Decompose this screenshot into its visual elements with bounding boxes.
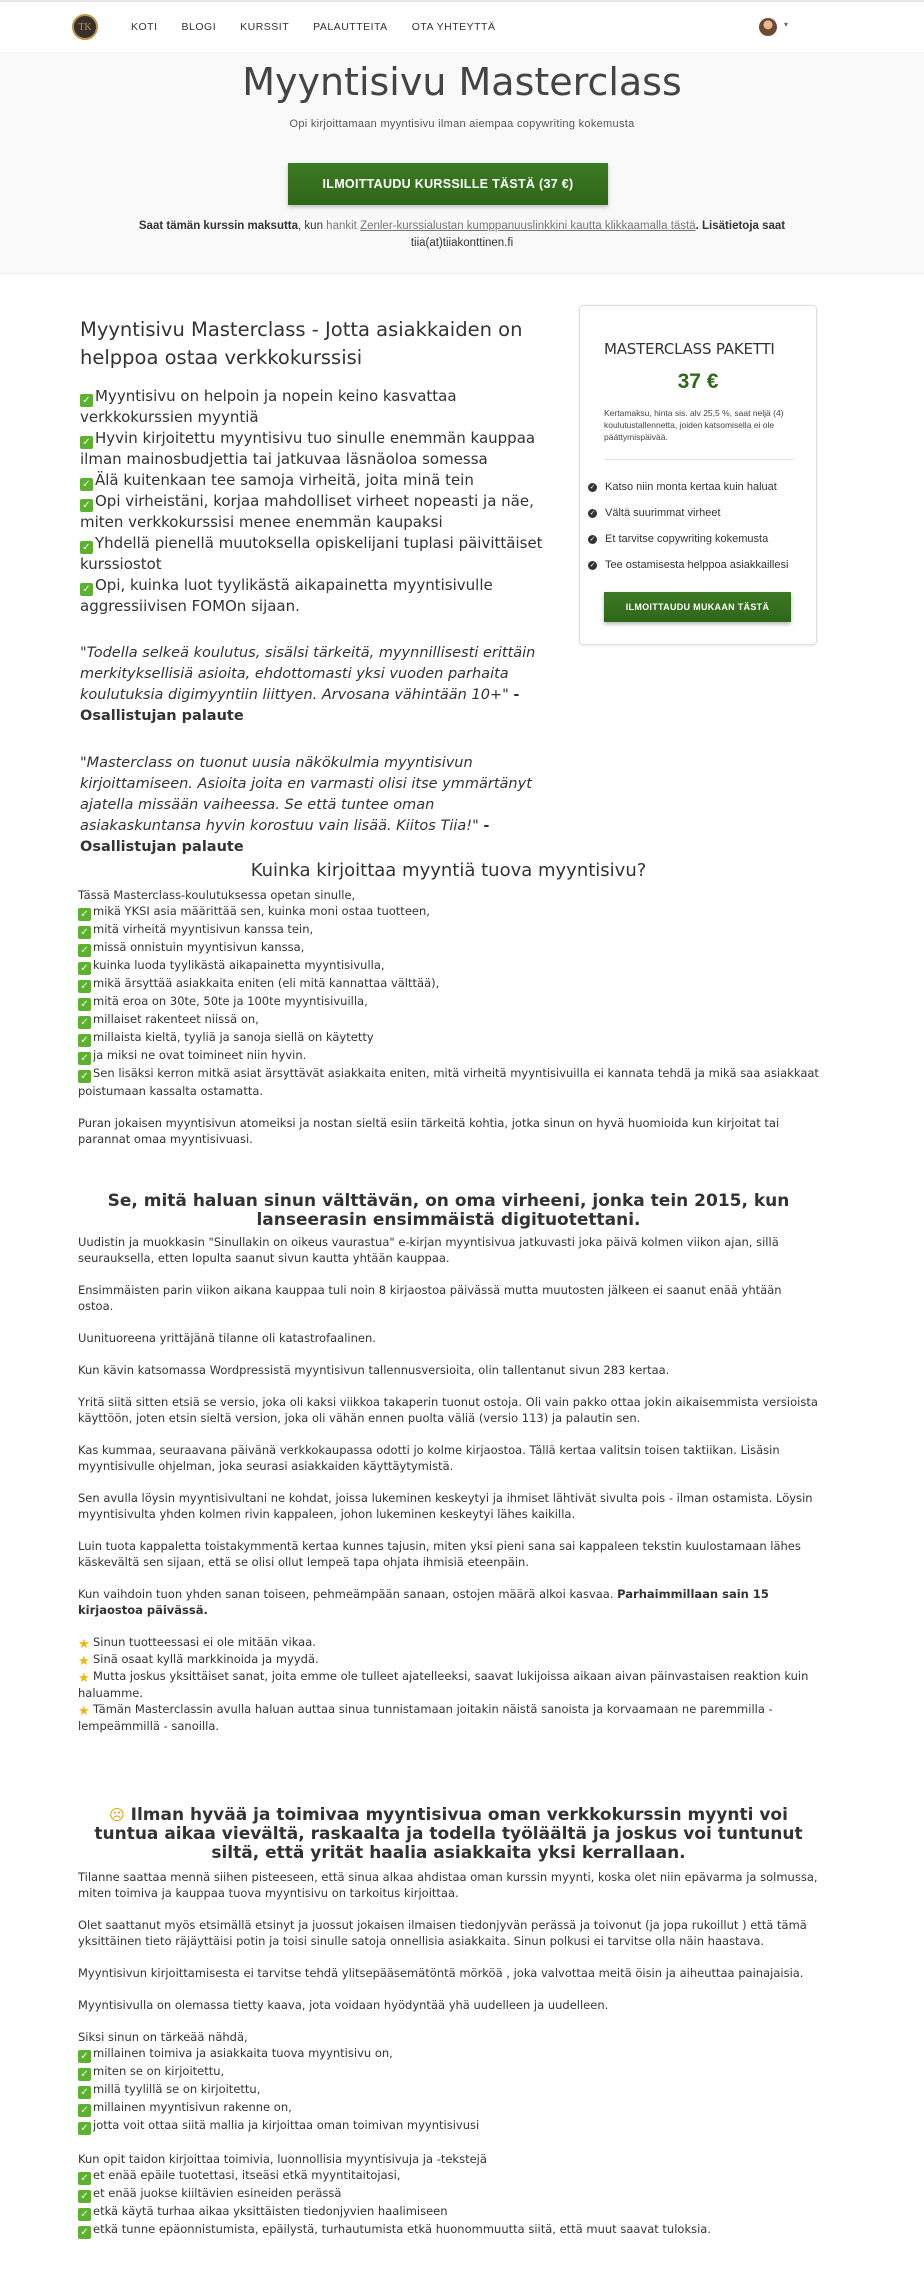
- list-text: kuinka luoda tyylikästä aikapainetta myyntisivulla,: [93, 958, 385, 972]
- list-text: etkä tunne epäonnistumista, epäilystä, turhautumista etkä huonommuutta siitä, että muut saavat tuloksia.: [93, 2222, 712, 2236]
- benefit-text: Yhdellä pienellä muutoksella opiskelijani tuplasi päivittäiset kurssiostot: [80, 534, 543, 573]
- feature-text: Katso niin monta kertaa kuin haluat: [605, 481, 777, 493]
- paragraph: Ensimmäisten parin viikon aikana kauppaa tuli noin 8 kirjaostoa päivässä mutta muutosten jälkeen ei saanut enää yhtään ostoa.: [78, 1283, 782, 1313]
- list-text: millainen toimiva ja asiakkaita tuova myyntisivu on,: [93, 2046, 393, 2060]
- check-icon: ✓: [78, 980, 91, 993]
- benefit-list: [80, 386, 560, 617]
- check-icon: ✓: [78, 908, 91, 921]
- check-icon: ✓: [78, 2122, 91, 2135]
- paragraph: Myyntisivun kirjoittamisesta ei tarvitse tehdä ylitsepääsemätöntä mörköä , joka valvottaa meitä öisin ja aiheuttaa painajaisia.: [78, 1966, 804, 1980]
- check-icon: ✓: [78, 1034, 91, 1047]
- partner-link[interactable]: Zenler-kurssialustan kumppanuuslinkkini kautta klikkaamalla tästä: [360, 220, 696, 232]
- list-item: [78, 2185, 819, 2203]
- what-you-learn-section: [78, 860, 819, 1147]
- page-title: Myyntisivu Masterclass: [242, 60, 682, 104]
- note-bold: Saat tämän kurssin maksutta: [138, 220, 299, 232]
- free-access-note: [80, 218, 844, 252]
- feature-text: Vältä suurimmat virheet: [605, 507, 721, 519]
- paragraph: Sen avulla löysin myyntisivultani ne kohdat, joissa lukeminen keskeytyi ja ihmiset lähtivät sivulta pois - ilman ostamista. Löysin myyntisivulta yhden kolmen rivin kappaleen, johon lukeminen keskeytyi lähes kaikilla.: [78, 1491, 813, 1521]
- check-icon: ✓: [78, 962, 91, 975]
- sales-page-importance-section: [78, 1806, 819, 2239]
- section-heading: Kuinka kirjoittaa myyntiä tuova myyntisivu?: [250, 860, 647, 881]
- list-text: millä tyylillä se on kirjoitettu,: [93, 2082, 261, 2096]
- check-icon: ✓: [78, 926, 91, 939]
- list-text: ja miksi ne ovat toimineet niin hyvin.: [93, 1048, 307, 1062]
- list-text: mikä YKSI asia määrittää sen, kuinka moni ostaa tuotteen,: [93, 904, 430, 918]
- list-item: [78, 2045, 819, 2063]
- list-item: [78, 1065, 819, 1099]
- paragraph: Luin tuota kappaletta toistakymmentä kertaa kunnes tajusin, miten yksi pieni sana sai kappaleen tekstin kuulostamaan lähes käskevältä sen sijaan, että se olisi ollut lempeä tapa ohjata ihmisiä eteenpäin.: [78, 1539, 801, 1569]
- list-item: [78, 2063, 819, 2081]
- list-lead: Siksi sinun on tärkeää nähdä,: [78, 2030, 248, 2044]
- list-text: et enää juokse kiiltävien esineiden perässä: [93, 2186, 342, 2200]
- paragraph: Myyntisivulla on olemassa tietty kaava, jota voidaan hyödyntää yhä uudelleen ja uudelleen.: [78, 1998, 609, 2012]
- list-text: et enää epäile tuotettasi, itseäsi etkä myyntitaitojasi,: [93, 2168, 401, 2182]
- section-lead: Tässä Masterclass-koulutuksessa opetan sinulle,: [78, 888, 356, 902]
- paragraph: Tilanne saattaa mennä siihen pisteeseen, että sinua alkaa ahdistaa oman kurssin myynti, koska olet niin epävarma ja solmussa, miten toimiva ja kauppaa tuova myyntisivu on tarkoitus kirjoittaa.: [78, 1870, 818, 1900]
- check-icon: ✓: [78, 2086, 91, 2099]
- check-icon: ✓: [80, 541, 93, 554]
- benefit-item: [80, 470, 560, 491]
- paragraph: Yritä siitä sitten etsiä se versio, joka oli kaksi viikkoa takaperin tuonut ostoja. Oli vain pakko ottaa jokin aikaisemmista versioista käyttöön, joten etsin sieltä version, joka oli vähän ennen puolta väliä (versio 113) ja palautin sen.: [78, 1395, 818, 1425]
- section-heading: Se, mitä haluan sinun välttävän, on oma virheeni, jonka tein 2015, kun lanseerasin ensimmäistä digituotettani.: [107, 1191, 790, 1230]
- check-icon: ✓: [78, 2050, 91, 2063]
- testimonial-author: -Osallistujan palaute: [80, 687, 520, 724]
- logo-text: TK: [78, 21, 92, 33]
- star-icon: ★: [78, 1704, 90, 1719]
- list-text: jotta voit ottaa siitä mallia ja kirjoittaa oman toimivan myyntisivusi: [93, 2118, 480, 2132]
- paragraph: Uunituoreena yrittäjänä tilanne oli katastrofaalinen.: [78, 1331, 376, 1345]
- feature-item: [588, 526, 808, 552]
- feature-list: [588, 474, 808, 578]
- paragraph: Kas kummaa, seuraavana päivänä verkkokaupassa odotti jo kolme kirjaostoa. Tällä kertaa valitsin toisen taktiikan. Lisäsin myyntisivulle ohjelman, joka seurasi asiakkaiden käyttäytymistä.: [78, 1443, 780, 1473]
- list-item: [78, 2099, 819, 2117]
- intro-column: [80, 316, 560, 858]
- star-text: Mutta joskus yksittäiset sanat, joita emme ole tulleet ajatelleeksi, saavat lukijoissa aikaan aivan päinvastaisen reaktion kuin haluamme.: [78, 1669, 809, 1700]
- list-item: [78, 2203, 819, 2221]
- list-item: [78, 921, 819, 939]
- feature-item: [588, 474, 808, 500]
- benefit-text: Hyvin kirjoitettu myyntisivu tuo sinulle enemmän kauppaa ilman mainosbudjettia tai jatkuvaa läsnäoloa somessa: [80, 429, 536, 468]
- card-divider: [604, 459, 794, 460]
- main-nav: [0, 2, 924, 52]
- note-text: , kun: [298, 220, 327, 232]
- testimonial-2: [80, 753, 560, 858]
- check-icon: ✓: [78, 998, 91, 1011]
- benefit-text: Myyntisivu on helpoin ja nopein keino kasvattaa verkkokurssien myyntiä: [80, 387, 457, 426]
- benefit-text: Opi, kuinka luot tyylikästä aikapainetta myyntisivulle aggressiivisen FOMOn sijaan.: [80, 576, 493, 615]
- feature-item: [588, 500, 808, 526]
- star-text: Tämän Masterclassin avulla haluan auttaa sinua tunnistamaan joitakin näistä sanoista ja korvaamaan ne paremmilla - lempeämmillä - sanoilla.: [78, 1702, 773, 1733]
- list-text: mikä ärsyttää asiakkaita eniten (eli mitä kannattaa välttää),: [93, 976, 440, 990]
- check-icon: ✓: [80, 499, 93, 512]
- paragraph-bold: Parhaimmillaan sain 15 kirjaostoa päivässä.: [78, 1587, 769, 1617]
- list-lead: Kun opit taidon kirjoittaa toimivia, luonnollisia myyntisivuja ja -tekstejä: [78, 2152, 487, 2166]
- feature-text: Tee ostamisesta helppoa asiakkaillesi: [605, 559, 789, 571]
- hero-section: [0, 52, 924, 274]
- list-text: millainen myyntisivun rakenne on,: [93, 2100, 292, 2114]
- star-item: [78, 1701, 819, 1734]
- check-icon: ✓: [78, 2190, 91, 2203]
- nav-item-kurssit[interactable]: KURSSIT: [240, 21, 290, 33]
- tired-face-icon: ☹: [109, 1806, 125, 1824]
- star-item: [78, 1634, 819, 1651]
- benefit-item: [80, 428, 560, 470]
- check-icon: ✓: [78, 944, 91, 957]
- check-circle-icon: ✓: [589, 561, 596, 569]
- star-icon: ★: [78, 1671, 90, 1686]
- package-terms: Kertamaksu, hinta sis. alv 25,5 %, saat neljä (4) koulutustallennetta, joiden katsomisella ei ole päättymispäivää.: [604, 408, 784, 442]
- nav-item-palautteita[interactable]: PALAUTTEITA: [313, 21, 388, 33]
- paragraph: Olet saattanut myös etsimällä etsinyt ja juossut jokaisen ilmaisen tiedonjyvän perässä ja toivonut (ja jopa rukoillut ) että tämä yksittäinen tieto räjäyttäisi potin ja toisi sinulle satoja onnellisia asiakkaita. Sinun polkusi ei tarvitse olla näin haastava.: [78, 1918, 807, 1948]
- nav-item-ota-yhteytta[interactable]: OTA YHTEYTTÄ: [411, 21, 496, 33]
- list-text: millaista kieltä, tyyliä ja sanoja siellä on käytetty: [93, 1030, 374, 1044]
- testimonial-author: -Osallistujan palaute: [80, 818, 490, 855]
- testimonial-text: "Todella selkeä koulutus, sisälsi tärkeitä, myynnillisesti erittäin merkityksellisiä asioita, ehdottomasti yksi vuoden parhaita koulutuksia digimyyntiin liittyen. Arvosana vähintään 10+": [80, 645, 536, 703]
- star-text: Sinun tuotteessasi ei ole mitään vikaa.: [93, 1635, 316, 1649]
- benefit-item: [80, 491, 560, 533]
- list-item: [78, 1047, 819, 1065]
- list-item: [78, 2221, 819, 2239]
- list-item: [78, 975, 819, 993]
- note-end: . Lisätietoja saat: [695, 220, 786, 232]
- check-icon: ✓: [78, 1070, 91, 1083]
- enroll-button[interactable]: ILMOITTAUDU KURSSILLE TÄSTÄ (37 €): [288, 163, 608, 205]
- list-item: [78, 2167, 819, 2185]
- benefit-item: [80, 575, 560, 617]
- list-item: [78, 1029, 819, 1047]
- list-text: mitä virheitä myyntisivun kanssa tein,: [93, 922, 314, 936]
- paragraph: Kun kävin katsomassa Wordpressistä myyntisivun tallennusversioita, olin tallentanut sivun 283 kertaa.: [78, 1363, 670, 1377]
- check-icon: ✓: [78, 2104, 91, 2117]
- star-icon: ★: [78, 1654, 90, 1669]
- benefit-item: [80, 533, 560, 575]
- user-avatar[interactable]: [759, 18, 777, 36]
- check-icon: ✓: [78, 2208, 91, 2221]
- star-item: [78, 1651, 819, 1668]
- nav-menu: [131, 21, 519, 33]
- contact-email: tiia(at)tiiakonttinen.fi: [410, 237, 514, 249]
- benefit-text: Opi virheistäni, korjaa mahdolliset virheet nopeasti ja näe, miten verkkokurssisi menee enemmän kaupaksi: [80, 492, 534, 531]
- paragraph-text: Kun vaihdoin tuon yhden sanan toiseen, pehmeämpään sanaan, ostojen määrä alkoi kasvaa.: [78, 1587, 618, 1601]
- list-text: missä onnistuin myyntisivun kanssa,: [93, 940, 305, 954]
- list-text: mitä eroa on 30te, 50te ja 100te myyntisivuilla,: [93, 994, 368, 1008]
- feature-text: Et tarvitse copywriting kokemusta: [605, 533, 769, 545]
- nav-item-blogi[interactable]: BLOGI: [181, 21, 217, 33]
- my-mistake-section: [78, 1192, 819, 1734]
- star-item: [78, 1668, 819, 1701]
- list-item: [78, 2117, 819, 2135]
- testimonial-text: "Masterclass on tuonut uusia näkökulmia myyntisivun kirjoittamiseen. Asioita joita en varmasti olisi itse ymmärtänyt ajatella missään vaiheessa. Se että tuntee oman asiakaskuntansa hyvin korostuu vain lisää. Kiitos Tiia!": [80, 755, 532, 834]
- paragraph: Uudistin ja muokkasin "Sinullakin on oikeus vaurastua" e-kirjan myyntisivua jatkuvasti joka päivä kolmen viikon ajan, sillä seurauksella, etten lopulta saanut sivun kautta yhtään kauppaa.: [78, 1235, 779, 1265]
- package-price: 37 €: [677, 370, 719, 393]
- list-item: [78, 957, 819, 975]
- page-subtitle: Opi kirjoittamaan myyntisivu ilman aiempaa copywriting kokemusta: [289, 118, 635, 130]
- note-hankit: hankit: [326, 220, 357, 232]
- chevron-down-icon[interactable]: ▾: [784, 20, 789, 29]
- list-item: [78, 1011, 819, 1029]
- intro-heading: Myyntisivu Masterclass - Jotta asiakkaiden on helppoa ostaa verkkokurssisi: [80, 318, 523, 369]
- check-icon: ✓: [78, 2172, 91, 2185]
- star-icon: ★: [78, 1637, 90, 1652]
- check-circle-icon: ✓: [589, 509, 596, 517]
- feature-item: [588, 552, 808, 578]
- check-icon: ✓: [78, 2068, 91, 2081]
- list-item: [78, 993, 819, 1011]
- star-text: Sinä osaat kyllä markkinoida ja myydä.: [93, 1652, 319, 1666]
- benefit-item: [80, 386, 560, 428]
- check-icon: ✓: [78, 2226, 91, 2239]
- check-icon: ✓: [78, 1052, 91, 1065]
- list-text: etkä käytä turhaa aikaa yksittäisten tiedonjyvien haalimiseen: [93, 2204, 448, 2218]
- paragraph: [78, 1586, 819, 1618]
- list-text: miten se on kirjoitettu,: [93, 2064, 225, 2078]
- pricing-card: [579, 305, 817, 645]
- check-icon: ✓: [78, 1016, 91, 1029]
- check-icon: ✓: [80, 583, 93, 596]
- list-text: millaiset rakenteet niissä on,: [93, 1012, 259, 1026]
- list-item: [78, 939, 819, 957]
- check-circle-icon: ✓: [589, 483, 596, 491]
- benefit-text: Älä kuitenkaan tee samoja virheitä, joita minä tein: [95, 471, 474, 489]
- section-heading: [78, 1806, 819, 1863]
- list-item: [78, 2081, 819, 2099]
- site-logo[interactable]: [72, 14, 98, 40]
- package-title: MASTERCLASS PAKETTI: [604, 340, 775, 358]
- card-enroll-button[interactable]: ILMOITTAUDU MUKAAN TÄSTÄ: [604, 592, 791, 622]
- heading-text: Ilman hyvää ja toimivaa myyntisivua oman verkkokurssin myynti voi tuntua aikaa vievältä, raskaalta ja todella työläältä ja joskus voi tuntunut siltä, että yrität haalia asiakkaita yksi kerrallaan.: [94, 1805, 803, 1863]
- testimonial-1: [80, 643, 560, 727]
- check-circle-icon: ✓: [589, 535, 596, 543]
- list-item: [78, 903, 819, 921]
- list-text: Sen lisäksi kerron mitkä asiat ärsyttävät asiakkaita eniten, mitä virheitä myyntisivuilla ei kannata tehdä ja mikä saa asiakkaat poistumaan kassalta ostamatta.: [78, 1066, 819, 1098]
- nav-item-koti[interactable]: KOTI: [131, 21, 158, 33]
- check-icon: ✓: [80, 478, 93, 491]
- check-icon: ✓: [80, 394, 93, 407]
- check-icon: ✓: [80, 436, 93, 449]
- section-outro: Puran jokaisen myyntisivun atomeiksi ja nostan sieltä esiin tärkeitä kohtia, jotka sinun on hyvä huomioida kun kirjoitat tai parannat omaa myyntisivuasi.: [78, 1116, 780, 1146]
